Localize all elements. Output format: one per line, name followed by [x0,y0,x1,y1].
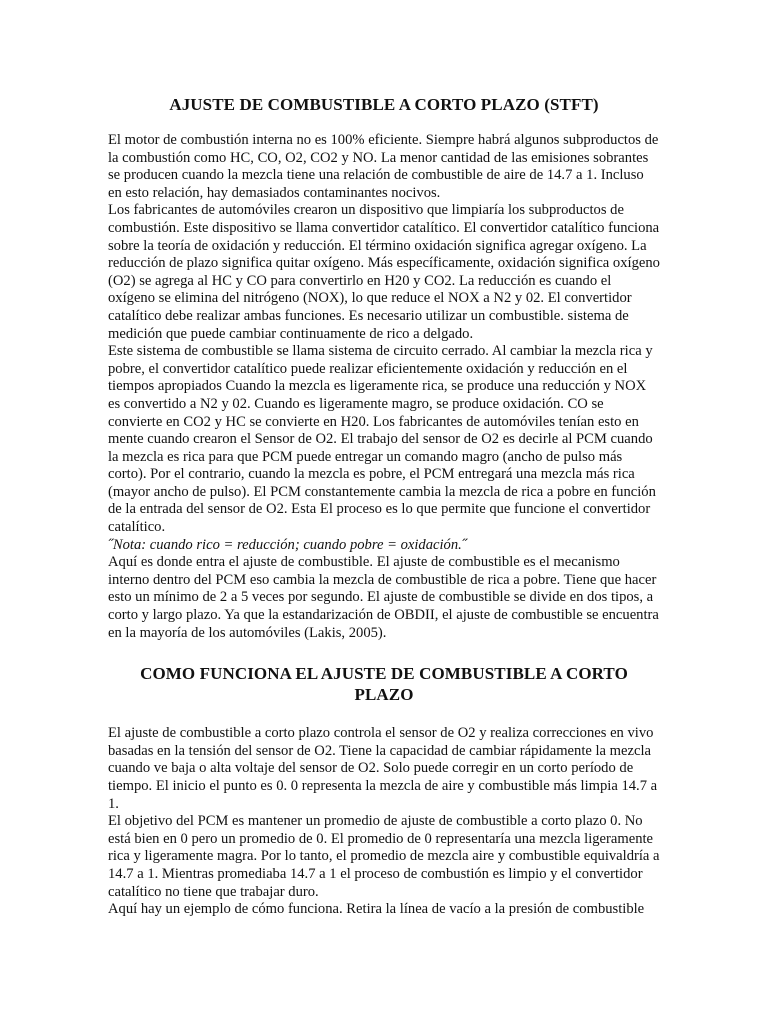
paragraph-example: Aquí hay un ejemplo de cómo funciona. Retira la línea de vacío a la presión de combustible [108,901,645,918]
note-rich-lean: ˝Nota: cuando rico = reducción; cuando pobre = oxidación.˝ [108,536,467,553]
paragraph-intro: El motor de combustión interna no es 100% eficiente. Siempre habrá algunos subproductos de la combustión como HC, CO, O2, CO2 y NO. La menor cantidad de las emisiones sobrantes se producen cuando la mezcla tiene una relación de combustible de aire de 14.7 a 1. Incluso en esto relación, hay demasiados contaminantes nocivos. [108,132,659,201]
paragraph-stft-control: El ajuste de combustible a corto plazo controla el sensor de O2 y realiza correcciones en vivo basadas en la tensión del sensor de O2. Tiene la capacidad de cambiar rápidamente la mezcla cuando ve baja o alta voltaje del sensor de O2. Solo puede corregir en un corto período de tiempo. El inicio el punto es 0. 0 representa la mezcla de aire y combustible más limpia 14.7 a 1. [108,725,658,812]
paragraph-catalytic-converter: Los fabricantes de automóviles crearon un dispositivo que limpiaría los subproductos de combustión. Este dispositivo se llama convertidor catalítico. El convertidor catalítico funciona sobre la teoría de oxidación y reducción. El término oxidación significa agregar oxígeno. La reducción de plazo significa quitar oxígeno. Más específicamente, oxidación significa oxígeno (O2) se agrega al HC y CO para convertirlo en H20 y CO2. La reducción es cuando el oxígeno se elimina del nitrógeno (NOX), lo que reduce el NOX a N2 y 02. El convertidor catalítico debe realizar ambas funciones. Es necesario utilizar un combustible. sistema de medición que puede cambiar continuamente de rico a delgado. [108,202,660,342]
paragraph-pcm-objective: El objetivo del PCM es mantener un promedio de ajuste de combustible a corto plazo 0. No está bien en 0 pero un promedio de 0. El promedio de 0 representaría una mezcla ligeramente rica y ligeramente magra. Por lo tanto, el promedio de mezcla aire y combustible equivaldría a 14.7 a 1. Mientras promediaba 14.7 a 1 el proceso de combustión es limpio y el convertidor catalítico no tiene que trabajar duro. [108,813,660,900]
section-title-stft: AJUSTE DE COMBUSTIBLE A CORTO PLAZO (STFT) [169,95,599,114]
section-title-how-it-works: COMO FUNCIONA EL AJUSTE DE COMBUSTIBLE A CORTO PLAZO [140,664,628,705]
paragraph-fuel-trim: Aquí es donde entra el ajuste de combustible. El ajuste de combustible es el mecanismo interno dentro del PCM eso cambia la mezcla de combustible de rica a pobre. Tiene que hacer esto un mínimo de 2 a 5 veces por segundo. El ajuste de combustible se divide en dos tipos, a corto y largo plazo. Ya que la estandarización de OBDII, el ajuste de combustible se encuentra en la mayoría de los automóviles (Lakis, 2005). [108,554,659,641]
paragraph-closed-loop: Este sistema de combustible se llama sistema de circuito cerrado. Al cambiar la mezcla rica y pobre, el convertidor catalítico puede realizar eficientemente oxidación y reducción en el tiempos apropiados Cuando la mezcla es ligeramente rica, se produce una reducción y NOX es convertido a N2 y 02. Cuando es ligeramente magro, se produce oxidación. CO se convierte en CO2 y HC se convierte en H20. Los fabricantes de automóviles tenían esto en mente cuando crearon el Sensor de O2. El trabajo del sensor de O2 es decirle al PCM cuando la mezcla es rica para que PCM puede entregar un comando magro (ancho de pulso más corto). Por el contrario, cuando la mezcla es pobre, el PCM entregará una mezcla más rica (mayor ancho de pulso). El PCM constantemente cambia la mezcla de rica a pobre en función de la entrada del sensor de O2. Esta El proceso es lo que permite que funcione el convertidor catalítico. [108,343,656,536]
